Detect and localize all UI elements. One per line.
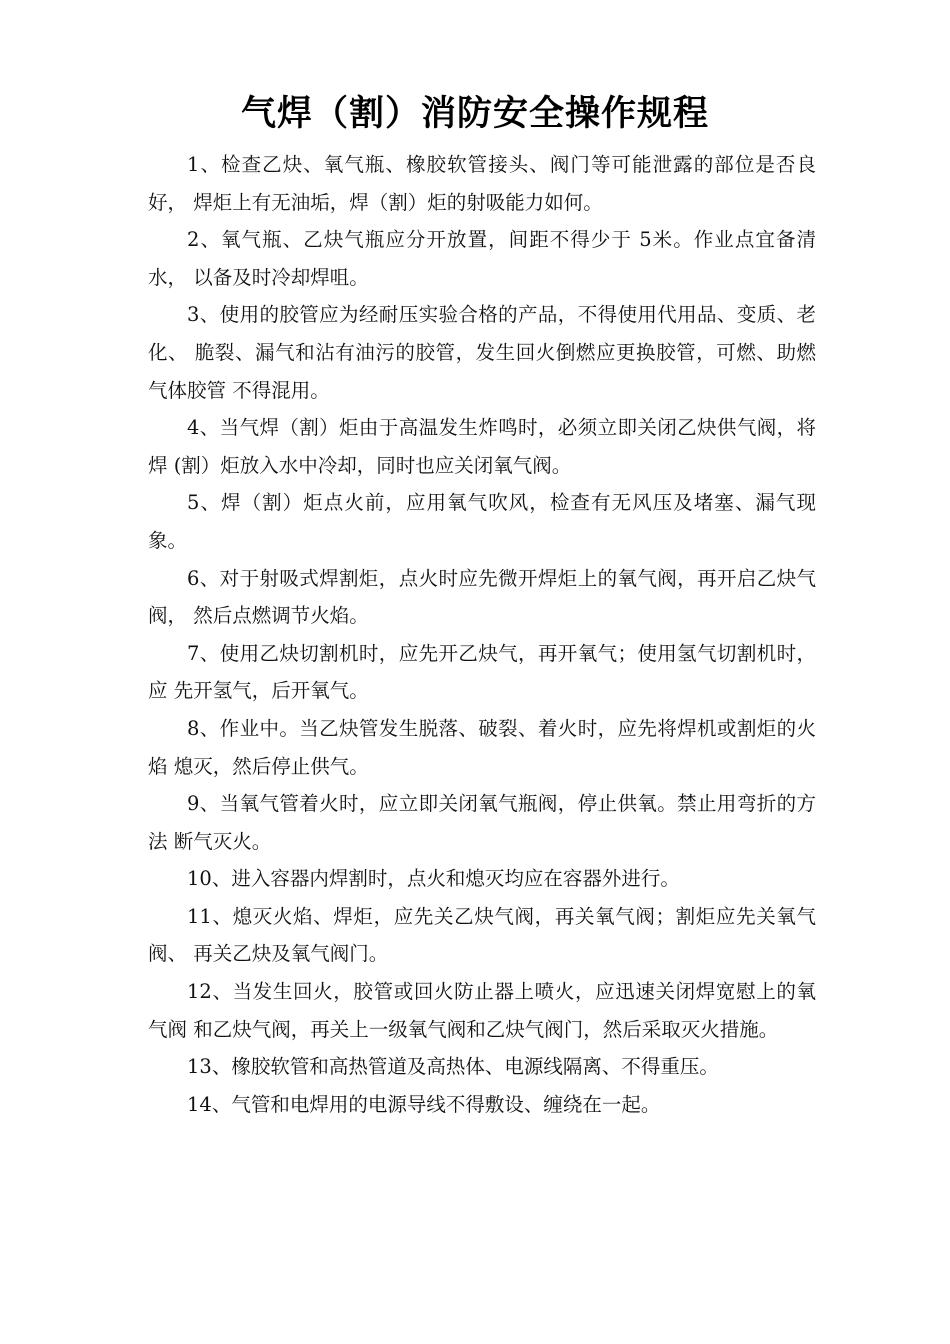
rule-item-5: 5、焊（割）炬点火前，应用氧气吹风，检查有无风压及堵塞、漏气现象。 — [148, 491, 816, 552]
rule-item-10: 10、进入容器内焊割时，点火和熄灭均应在容器外进行。 — [187, 867, 680, 891]
rule-item-2: 2、氧气瓶、乙炔气瓶应分开放置，间距不得少于 5米。作业点宜备清水， 以备及时冷却焊咀。 — [148, 228, 816, 289]
rule-item-13: 13、橡胶软管和高热管道及高热体、电源线隔离、不得重压。 — [187, 1055, 719, 1079]
rule-item-4: 4、当气焊（割）炬由于高温发生炸鸣时，必须立即关闭乙炔供气阀，将焊 (割）炬放入水中冷却，同时也应关闭氧气阀。 — [148, 416, 816, 477]
rule-item-11: 11、熄灭火焰、焊炬，应先关乙炔气阀，再关氧气阀；割炬应先关氧气阀、 再关乙炔及氧气阀门。 — [148, 904, 816, 966]
document-body — [148, 146, 816, 1123]
rule-item-7: 7、使用乙炔切割机时，应先开乙炔气，再开氧气；使用氢气切割机时，应 先开氢气，后开氧气。 — [148, 641, 816, 703]
rule-item-1: 1、检查乙炔、氧气瓶、橡胶软管接头、阀门等可能泄露的部位是否良好， 焊炬上有无油垢，焊（割）炬的射吸能力如何。 — [148, 153, 816, 214]
rule-item-8: 8、作业中。当乙炔管发生脱落、破裂、着火时，应先将焊机或割炬的火焰 熄灭，然后停止供气。 — [148, 716, 816, 778]
rule-item-12: 12、当发生回火，胶管或回火防止器上喷火，应迅速关闭焊宽慰上的氧气阀 和乙炔气阀，再关上一级氧气阀和乙炔气阀门，然后采取灭火措施。 — [148, 980, 816, 1041]
document-title: 气焊（割）消防安全操作规程 — [240, 93, 709, 134]
rule-item-6: 6、对于射吸式焊割炬，点火时应先微开焊炬上的氧气阀，再开启乙炔气阀， 然后点燃调节火焰。 — [148, 566, 816, 628]
rule-item-3: 3、使用的胶管应为经耐压实验合格的产品，不得使用代用品、变质、老化、 脆裂、漏气和沾有油污的胶管，发生回火倒燃应更换胶管，可燃、助燃气体胶管 不得混用。 — [148, 303, 816, 402]
rule-item-9: 9、当氧气管着火时，应立即关闭氧气瓶阀，停止供氧。禁止用弯折的方法 断气灭火。 — [148, 792, 816, 853]
rule-item-14: 14、气管和电焊用的电源导线不得敷设、缠绕在一起。 — [187, 1092, 661, 1116]
